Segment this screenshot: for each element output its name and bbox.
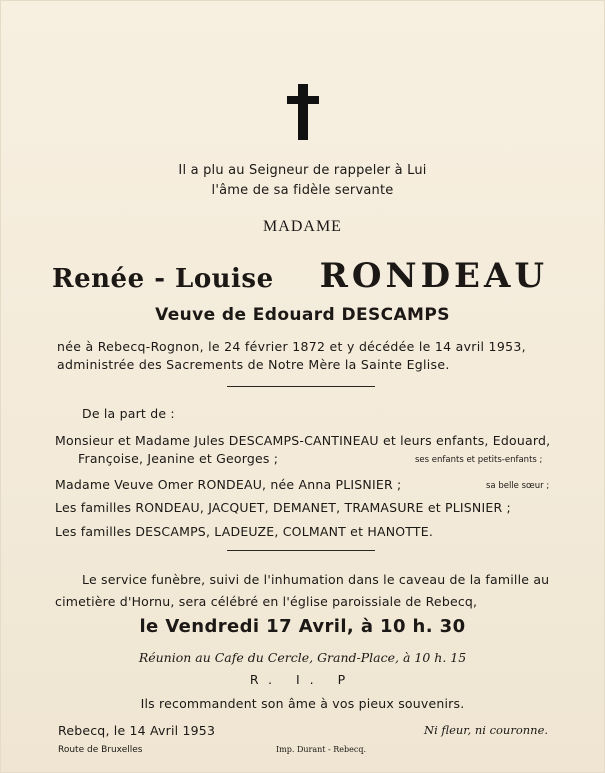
birth-line-1: née à Rebecq-Rognon, le 24 février 1872 et y décédée le 14 avril 1953, <box>57 339 526 354</box>
rip: R. I. P <box>249 672 356 687</box>
honorific: MADAME <box>263 218 342 235</box>
family-line-3: Madame Veuve Omer RONDEAU, née Anna PLISNIER ; <box>55 477 402 492</box>
place-date: Rebecq, le 14 Avril 1953 <box>58 723 216 738</box>
widow-of: Veuve de Edouard DESCAMPS <box>155 305 450 325</box>
service-date: le Vendredi 17 Avril, à 10 h. 30 <box>139 616 466 637</box>
birth-line-2: administrée des Sacrements de Notre Mère la Sainte Eglise. <box>57 357 450 372</box>
meeting-point: Réunion au Cafe du Cercle, Grand-Place, à 10 h. 15 <box>138 650 467 665</box>
family-line-5: Les familles DESCAMPS, LADEUZE, COLMANT et HANOTTE. <box>55 524 434 539</box>
family-line-1: Monsieur et Madame Jules DESCAMPS-CANTINEAU et leurs enfants, Edouard, <box>55 433 551 448</box>
from-label: De la part de : <box>82 406 175 421</box>
service-line-1: Le service funèbre, suivi de l'inhumation dans le caveau de la famille au <box>82 572 550 587</box>
address: Route de Bruxelles <box>58 745 143 755</box>
surname: RONDEAU <box>319 256 549 296</box>
deceased-name <box>52 256 548 296</box>
intro-line-1: Il a plu au Seigneur de rappeler à Lui <box>178 163 427 178</box>
given-name: Renée - Louise <box>52 264 274 294</box>
family-line-4: Les familles RONDEAU, JACQUET, DEMANET, TRAMASURE et PLISNIER ; <box>55 500 511 515</box>
intro-line-2: l'âme de sa fidèle servante <box>211 183 394 198</box>
divider <box>227 386 375 387</box>
divider <box>227 550 375 551</box>
no-flowers: Ni fleur, ni couronne. <box>424 723 549 737</box>
family-note-children: ses enfants et petits-enfants ; <box>415 455 543 465</box>
recommendation: Ils recommandent son âme à vos pieux souvenirs. <box>140 696 465 711</box>
family-line-2: Françoise, Jeanine et Georges ; <box>78 451 279 466</box>
printer: Imp. Durant - Rebecq. <box>276 745 367 754</box>
service-line-2: cimetière d'Hornu, sera célébré en l'église paroissiale de Rebecq, <box>55 594 478 609</box>
family-note-sister-in-law: sa belle sœur ; <box>486 481 550 491</box>
cross-icon <box>287 84 319 140</box>
